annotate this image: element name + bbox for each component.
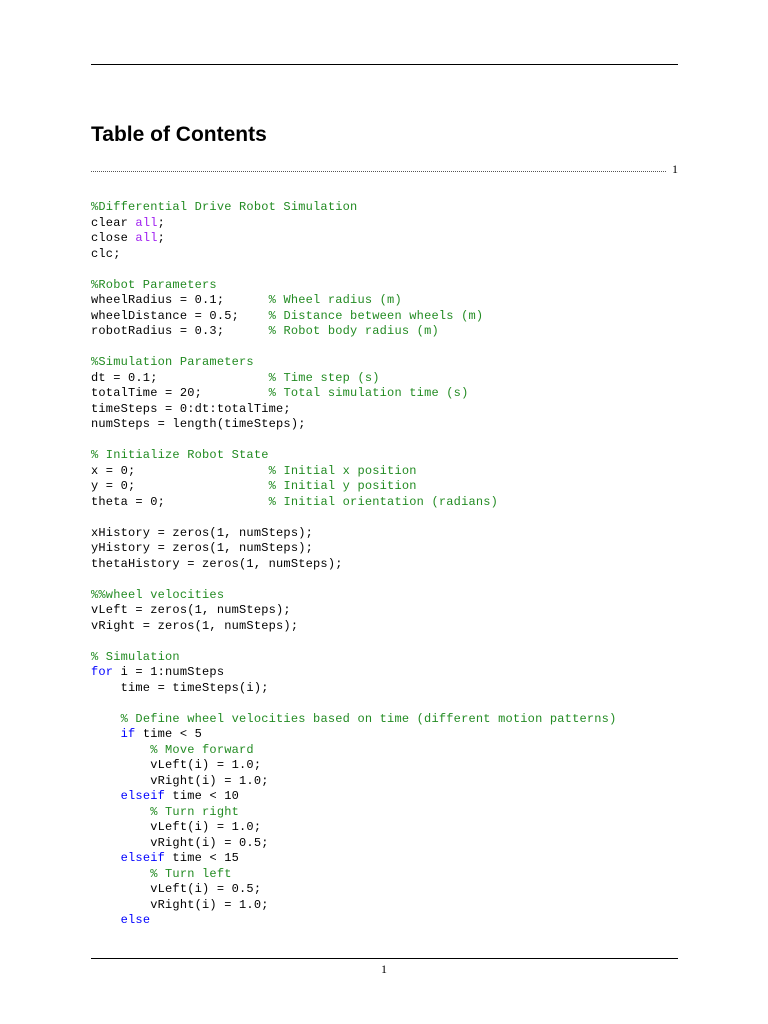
code-text <box>91 805 150 819</box>
code-listing <box>91 200 617 929</box>
code-line <box>91 448 617 464</box>
code-text <box>91 712 121 726</box>
code-comment: % Time step (s) <box>268 370 380 385</box>
code-line <box>91 309 617 325</box>
code-keyword: if <box>120 727 136 741</box>
code-text <box>91 789 121 803</box>
code-line <box>91 805 617 821</box>
code-text: vLeft = zeros(1, numSteps); <box>91 603 291 617</box>
code-line <box>91 278 617 294</box>
code-line <box>91 820 617 836</box>
toc-leader-dots <box>91 171 666 172</box>
code-text: numSteps = length(timeSteps); <box>91 417 306 431</box>
code-line <box>91 541 617 557</box>
code-comment: % Turn right <box>150 804 240 819</box>
code-line <box>91 402 617 418</box>
code-text: vRight(i) = 1.0; <box>91 897 269 912</box>
code-line <box>91 262 617 278</box>
code-line <box>91 200 617 216</box>
code-text: time < 10 <box>165 789 240 803</box>
code-comment: % Total simulation time (s) <box>268 386 469 400</box>
code-line <box>91 665 617 681</box>
code-line <box>91 681 617 697</box>
code-text: ; <box>157 231 166 245</box>
code-line <box>91 913 617 929</box>
code-text: totalTime = 20; <box>91 386 269 400</box>
code-comment: %%wheel velocities <box>91 587 225 602</box>
code-line <box>91 355 617 371</box>
code-comment: % Initial orientation (radians) <box>268 494 499 509</box>
code-text: time < 5 <box>135 727 203 741</box>
code-text: theta = 0; <box>91 494 269 509</box>
code-keyword: elseif <box>120 851 166 865</box>
footer-rule <box>91 958 678 959</box>
code-text: vRight = zeros(1, numSteps); <box>91 618 299 633</box>
code-comment: % Distance between wheels (m) <box>268 308 484 323</box>
code-line <box>91 417 617 433</box>
code-text <box>91 913 121 927</box>
code-line <box>91 603 617 619</box>
code-line <box>91 851 617 867</box>
code-line <box>91 758 617 774</box>
code-keyword: else <box>120 913 151 927</box>
code-comment: % Initialize Robot State <box>91 448 269 462</box>
code-line <box>91 371 617 387</box>
code-line <box>91 479 617 495</box>
code-text: robotRadius = 0.3; <box>91 324 269 338</box>
code-text: vLeft(i) = 1.0; <box>91 820 262 834</box>
code-comment: %Robot Parameters <box>91 277 217 292</box>
code-line <box>91 619 617 635</box>
code-line <box>91 557 617 573</box>
code-text: vRight(i) = 1.0; <box>91 773 269 788</box>
code-text: vRight(i) = 0.5; <box>91 835 269 850</box>
code-text: clear <box>91 215 136 230</box>
code-comment: % Turn left <box>150 866 232 881</box>
code-line <box>91 216 617 232</box>
code-line <box>91 386 617 402</box>
code-line <box>91 231 617 247</box>
code-text <box>91 867 150 881</box>
code-line <box>91 696 617 712</box>
code-comment: % Initial x position <box>268 463 417 478</box>
code-text: thetaHistory = zeros(1, numSteps); <box>91 556 343 571</box>
code-comment: % Define wheel velocities based on time (different motion patterns) <box>120 711 617 726</box>
code-line <box>91 634 617 650</box>
code-comment: % Simulation <box>91 649 180 664</box>
code-text <box>91 743 150 757</box>
code-text: y = 0; <box>91 479 269 493</box>
code-text: vLeft(i) = 0.5; <box>91 882 262 896</box>
header-rule <box>91 64 678 65</box>
code-comment: % Initial y position <box>268 479 417 493</box>
code-line <box>91 836 617 852</box>
code-line <box>91 727 617 743</box>
code-line <box>91 324 617 340</box>
code-text: time < 15 <box>165 851 240 865</box>
code-line <box>91 789 617 805</box>
code-keyword: for <box>91 665 114 679</box>
code-text: wheelDistance = 0.5; <box>91 308 269 323</box>
code-keyword: elseif <box>120 789 166 803</box>
code-text: timeSteps = 0:dt:totalTime; <box>91 401 291 416</box>
toc-title: Table of Contents <box>91 123 267 146</box>
code-line <box>91 743 617 759</box>
code-line <box>91 650 617 666</box>
toc-entry[interactable] <box>91 160 678 176</box>
code-line <box>91 510 617 526</box>
code-keyword: all <box>135 215 158 230</box>
code-text: dt = 0.1; <box>91 370 269 385</box>
code-keyword: all <box>135 231 158 245</box>
code-text: yHistory = zeros(1, numSteps); <box>91 541 314 555</box>
code-comment: % Move forward <box>150 742 254 757</box>
code-line <box>91 867 617 883</box>
code-text: xHistory = zeros(1, numSteps); <box>91 525 314 540</box>
code-text: x = 0; <box>91 463 269 478</box>
code-comment: %Differential Drive Robot Simulation <box>91 200 358 214</box>
code-line <box>91 526 617 542</box>
code-line <box>91 340 617 356</box>
code-line <box>91 293 617 309</box>
code-line <box>91 882 617 898</box>
code-text: i = 1:numSteps <box>113 665 225 679</box>
code-line <box>91 898 617 914</box>
code-line <box>91 572 617 588</box>
code-text: ; <box>157 215 166 230</box>
code-text: vLeft(i) = 1.0; <box>91 758 262 772</box>
code-line <box>91 464 617 480</box>
code-text <box>91 851 121 865</box>
toc-entry-page-number: 1 <box>672 162 678 176</box>
code-line <box>91 433 617 449</box>
code-line <box>91 712 617 728</box>
code-line <box>91 588 617 604</box>
code-line <box>91 774 617 790</box>
code-line <box>91 247 617 263</box>
code-comment: %Simulation Parameters <box>91 355 254 369</box>
code-text: close <box>91 231 136 245</box>
code-text: wheelRadius = 0.1; <box>91 293 269 307</box>
page-number: 1 <box>381 962 387 976</box>
code-text: time = timeSteps(i); <box>91 680 269 695</box>
code-text <box>91 727 121 741</box>
code-comment: % Wheel radius (m) <box>268 293 402 307</box>
code-text: clc; <box>91 246 121 261</box>
code-line <box>91 495 617 511</box>
code-comment: % Robot body radius (m) <box>268 324 439 338</box>
